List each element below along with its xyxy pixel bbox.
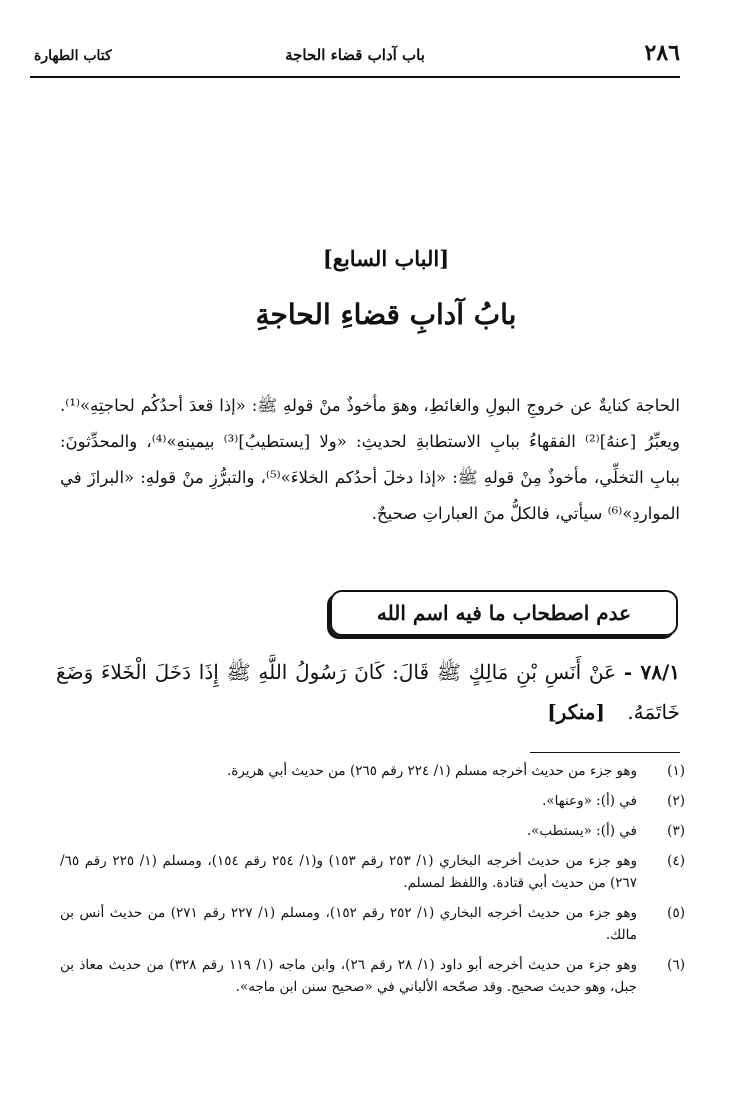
footnote-item — [60, 790, 685, 812]
footnote-text: وهو جزء من حديث أخرجه البخاري (١/ ٢٥٣ رقم ١٥٣) و(١/ ٢٥٤ رقم ١٥٤)، ومسلم (١/ ٢٢٥ رقم ٦٥/ ٢٦٧) من حديث أبي قتادة. واللفظ لمسلم. — [60, 853, 638, 891]
footnote-number: (٤) — [667, 853, 685, 869]
footnote-number: (٥) — [667, 905, 685, 921]
hadith-grade: [منكر] — [547, 700, 605, 724]
footnote-text: في (أ): «يستطب». — [526, 823, 637, 839]
header-rule — [30, 76, 680, 78]
footnote-separator — [530, 752, 680, 753]
section-heading: عدم اصطحاب ما فيه اسم الله — [376, 601, 632, 625]
footnote-text: في (أ): «وعنها». — [542, 793, 637, 809]
hadith-entry — [56, 652, 680, 732]
intro-paragraph: الحاجة كنايةٌ عن خروجِ البولِ والغائطِ، وهوَ مأخوذٌ منْ قولهِ ﷺ: «إذا قعدَ أحدُكُم لحاجتِهِ»⁽¹⁾. ويعبِّرُ [عنهُ]⁽²⁾ الفقهاءُ ببابِ الاستطابةِ لحديثِ: «ولا [يستطيبُ]⁽³⁾ بيمينهِ»⁽⁴⁾، والمحدِّثونَ: ببابِ التخلِّي، مأخوذٌ مِنْ قولهِ ﷺ: «إذا دخلَ أحدُكم الخلاءَ»⁽⁵⁾، والتبرُّزِ منْ قولهِ: «البرازَ في المواردِ»⁽⁶⁾ سيأتي، فالكلُّ منَ العباراتِ صحيحٌ. — [60, 396, 680, 523]
hadith-number: ٧٨/١ - — [623, 660, 681, 684]
footnote-item — [60, 760, 685, 782]
footnote-item — [60, 820, 685, 842]
page-header — [30, 36, 680, 76]
footnote-number: (٢) — [667, 793, 685, 809]
footnote-text: وهو جزء من حديث أخرجه مسلم (١/ ٢٢٤ رقم ٢٦٥) من حديث أبي هريرة. — [226, 763, 637, 779]
footnote-number: (٦) — [667, 957, 685, 973]
running-book-title: كتاب الطهارة — [34, 48, 112, 64]
footnotes — [60, 760, 685, 1006]
footnote-number: (١) — [667, 763, 685, 779]
footnote-item — [60, 850, 685, 894]
page-number: ٢٨٦ — [644, 40, 680, 66]
footnote-item — [60, 902, 685, 946]
footnote-text: وهو جزء من حديث أخرجه أبو داود (١/ ٢٨ رقم ٢٦)، وابن ماجه (١/ ١١٩ رقم ٣٢٨) من حديث معاذ بن جبل، وهو حديث صحيح. وقد صحّحه الألباني في «صحيح سنن ابن ماجه». — [60, 957, 637, 995]
section-heading-box — [330, 590, 678, 636]
footnote-text: وهو جزء من حديث أخرجه البخاري (١/ ٢٥٢ رقم ١٥٢)، ومسلم (١/ ٢٢٧ رقم ٢٧١) من حديث أنس بن مالك. — [60, 905, 638, 943]
chapter-title: بابُ آدابِ قضاءِ الحاجةِ — [255, 298, 517, 331]
footnote-item — [60, 954, 685, 998]
chapter-number-heading: [الباب السابع] — [322, 246, 450, 271]
running-chapter-title: باب آداب قضاء الحاجة — [285, 46, 425, 64]
hadith-text: عَنْ أَنَسِ بْنِ مَالِكٍ ﷺ قَالَ: كَانَ رَسُولُ اللَّهِ ﷺ إِذَا دَخَلَ الْخَلاءَ وَضَعَ خَاتَمَهُ. — [56, 660, 680, 724]
footnote-number: (٣) — [667, 823, 685, 839]
